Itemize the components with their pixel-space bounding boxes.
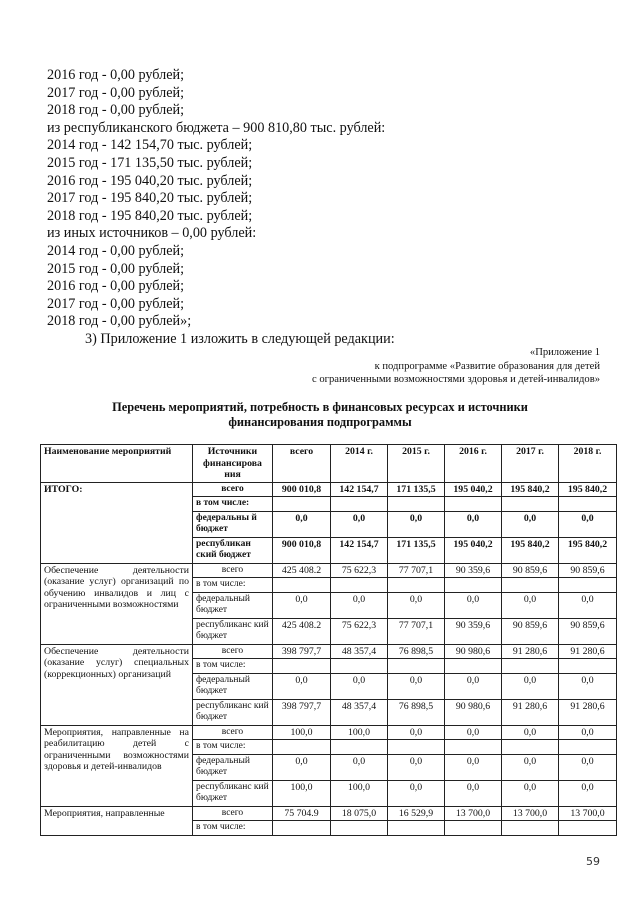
value-cell: 0,0 [388, 780, 445, 806]
source-cell: всего [193, 644, 273, 659]
value-cell: 0,0 [559, 780, 617, 806]
source-cell: в том числе: [193, 821, 273, 836]
value-cell: 0,0 [331, 754, 388, 780]
value-cell [388, 659, 445, 674]
appendix-caption [312, 346, 600, 387]
value-cell: 195 840,2 [502, 537, 559, 563]
value-cell [331, 578, 388, 593]
activity-name-cell: Мероприятия, направленные [41, 806, 193, 835]
source-cell: федеральный бюджет [193, 673, 273, 699]
body-line: 2016 год - 0,00 рублей; [47, 67, 185, 83]
value-cell: 398 797,7 [273, 644, 331, 659]
value-cell: 195 040,2 [445, 482, 502, 497]
body-line: 2018 год - 195 840,20 тыс. рублей; [47, 207, 253, 224]
source-cell: в том числе: [193, 497, 273, 512]
table-heading [40, 400, 600, 430]
source-cell: федеральный бюджет [193, 592, 273, 618]
value-cell: 77 707,1 [388, 563, 445, 578]
value-cell: 16 529,9 [388, 806, 445, 821]
value-cell: 0,0 [502, 725, 559, 740]
value-cell: 195 840,2 [502, 482, 559, 497]
appendix-line: «Приложение 1 [529, 347, 600, 358]
value-cell: 100,0 [273, 725, 331, 740]
source-cell: республикан ский бюджет [193, 537, 273, 563]
value-cell: 13 700,0 [559, 806, 617, 821]
appendix-line: с ограниченными возможностями здоровья и детей-инвалидов» [312, 374, 600, 386]
value-cell [388, 497, 445, 512]
value-cell: 75 622,3 [331, 563, 388, 578]
value-cell [331, 659, 388, 674]
value-cell: 100,0 [331, 725, 388, 740]
value-cell: 0,0 [388, 511, 445, 537]
value-cell: 48 357,4 [331, 699, 388, 725]
value-cell: 91 280,6 [559, 644, 617, 659]
value-cell: 100,0 [273, 780, 331, 806]
table-row [41, 482, 617, 497]
header-cell: 2018 г. [559, 445, 617, 483]
value-cell: 100,0 [331, 780, 388, 806]
value-cell: 90 980,6 [445, 644, 502, 659]
value-cell: 0,0 [445, 511, 502, 537]
value-cell: 142 154,7 [331, 482, 388, 497]
value-cell: 0,0 [559, 754, 617, 780]
source-cell: республиканс кий бюджет [193, 699, 273, 725]
value-cell [502, 497, 559, 512]
value-cell [331, 497, 388, 512]
table-body [41, 482, 617, 835]
table-row [41, 563, 617, 578]
value-cell: 171 135,5 [388, 537, 445, 563]
activity-name-cell: Обеспечение деятельности (оказание услуг) специальных (коррекционных) организаций [41, 644, 193, 725]
value-cell: 0,0 [388, 754, 445, 780]
body-text [47, 67, 607, 349]
value-cell: 0,0 [388, 725, 445, 740]
appendix-line: к подпрограмме «Развитие образования для детей [374, 360, 600, 372]
activity-name-cell: Мероприятия, направленные на реабилитацию детей с ограниченными возможностями здоровья и детей-инвалидов [41, 725, 193, 806]
value-cell [445, 578, 502, 593]
source-cell: всего [193, 725, 273, 740]
financing-table [40, 444, 617, 836]
body-line: 2015 год - 171 135,50 тыс. рублей; [47, 154, 253, 171]
header-cell: 2017 г. [502, 445, 559, 483]
heading-line: Перечень мероприятий, потребность в финансовых ресурсах и источники [112, 400, 528, 414]
value-cell: 0,0 [559, 725, 617, 740]
value-cell [331, 821, 388, 836]
value-cell: 0,0 [502, 780, 559, 806]
value-cell: 900 010,8 [273, 537, 331, 563]
value-cell: 75 622,3 [331, 618, 388, 644]
value-cell: 195 840,2 [559, 537, 617, 563]
heading-line: финансирования подпрограммы [228, 415, 412, 429]
value-cell [273, 659, 331, 674]
value-cell: 0,0 [559, 673, 617, 699]
value-cell: 90 359,6 [445, 618, 502, 644]
value-cell: 0,0 [273, 673, 331, 699]
value-cell: 142 154,7 [331, 537, 388, 563]
value-cell: 90 859,6 [502, 563, 559, 578]
value-cell: 90 980,6 [445, 699, 502, 725]
value-cell [502, 659, 559, 674]
body-line: 2018 год - 0,00 рублей; [47, 102, 185, 119]
value-cell [388, 821, 445, 836]
value-cell [273, 578, 331, 593]
value-cell: 0,0 [331, 511, 388, 537]
value-cell: 0,0 [388, 592, 445, 618]
value-cell: 0,0 [502, 592, 559, 618]
header-cell: Наименование мероприятий [41, 445, 193, 483]
value-cell: 425 408.2 [273, 563, 331, 578]
value-cell: 91 280,6 [502, 699, 559, 725]
value-cell: 0,0 [445, 725, 502, 740]
body-line: 2017 год - 0,00 рублей; [47, 295, 185, 312]
value-cell [273, 497, 331, 512]
value-cell [559, 659, 617, 674]
table-row [41, 725, 617, 740]
page-number: 59 [586, 855, 600, 868]
value-cell [445, 659, 502, 674]
activity-name-cell: ИТОГО: [41, 482, 193, 563]
value-cell [331, 740, 388, 755]
source-cell: всего [193, 482, 273, 497]
body-line: 2016 год - 0,00 рублей; [47, 278, 185, 295]
value-cell [445, 497, 502, 512]
value-cell: 0,0 [445, 592, 502, 618]
value-cell: 76 898,5 [388, 699, 445, 725]
value-cell: 48 357,4 [331, 644, 388, 659]
source-cell: в том числе: [193, 578, 273, 593]
body-line: 2017 год - 195 840,20 тыс. рублей; [47, 190, 253, 207]
value-cell: 171 135,5 [388, 482, 445, 497]
value-cell: 195 840,2 [559, 482, 617, 497]
value-cell: 90 859,6 [559, 618, 617, 644]
value-cell [388, 578, 445, 593]
value-cell [559, 578, 617, 593]
source-cell: республиканс кий бюджет [193, 618, 273, 644]
value-cell: 0,0 [502, 511, 559, 537]
value-cell: 0,0 [445, 780, 502, 806]
value-cell: 425 408.2 [273, 618, 331, 644]
source-cell: в том числе: [193, 659, 273, 674]
body-line: из республиканского бюджета – 900 810,80 тыс. рублей: [47, 119, 386, 136]
table-row [41, 644, 617, 659]
header-cell: Источники финансирова ния [193, 445, 273, 483]
value-cell: 90 359,6 [445, 563, 502, 578]
value-cell: 18 075,0 [331, 806, 388, 821]
source-cell: республиканс кий бюджет [193, 780, 273, 806]
table-row [41, 806, 617, 821]
value-cell [445, 821, 502, 836]
value-cell [559, 821, 617, 836]
value-cell: 0,0 [273, 592, 331, 618]
value-cell [502, 821, 559, 836]
value-cell: 900 010,8 [273, 482, 331, 497]
value-cell: 398 797,7 [273, 699, 331, 725]
body-line: 2017 год - 0,00 рублей; [47, 84, 185, 101]
body-line: 2016 год - 195 040,20 тыс. рублей; [47, 172, 253, 189]
source-cell: федеральный бюджет [193, 754, 273, 780]
value-cell: 0,0 [559, 592, 617, 618]
value-cell [445, 740, 502, 755]
value-cell [388, 740, 445, 755]
header-cell: 2014 г. [331, 445, 388, 483]
header-cell: 2015 г. [388, 445, 445, 483]
body-line: 2014 год - 142 154,70 тыс. рублей; [47, 137, 253, 154]
value-cell: 90 859,6 [559, 563, 617, 578]
value-cell: 77 707,1 [388, 618, 445, 644]
value-cell [559, 740, 617, 755]
value-cell: 0,0 [273, 754, 331, 780]
value-cell: 91 280,6 [502, 644, 559, 659]
value-cell: 0,0 [559, 511, 617, 537]
value-cell: 75 704.9 [273, 806, 331, 821]
value-cell: 0,0 [445, 673, 502, 699]
value-cell: 195 040,2 [445, 537, 502, 563]
body-line: 2014 год - 0,00 рублей; [47, 242, 185, 259]
value-cell: 0,0 [331, 592, 388, 618]
source-cell: федеральны й бюджет [193, 511, 273, 537]
value-cell [273, 740, 331, 755]
value-cell: 0,0 [273, 511, 331, 537]
header-cell: всего [273, 445, 331, 483]
source-cell: всего [193, 563, 273, 578]
source-cell: всего [193, 806, 273, 821]
value-cell: 0,0 [502, 673, 559, 699]
value-cell [502, 740, 559, 755]
value-cell: 0,0 [502, 754, 559, 780]
table-header-row [41, 445, 617, 483]
value-cell [273, 821, 331, 836]
body-line: из иных источников – 0,00 рублей: [47, 225, 257, 242]
activity-name-cell: Обеспечение деятельности (оказание услуг) организаций по обучению инвалидов и лиц с ограниченными возможностями [41, 563, 193, 644]
value-cell: 91 280,6 [559, 699, 617, 725]
value-cell: 0,0 [331, 673, 388, 699]
source-cell: в том числе: [193, 740, 273, 755]
instruction-line: 3) Приложение 1 изложить в следующей редакции: [85, 330, 395, 347]
value-cell [559, 497, 617, 512]
value-cell [502, 578, 559, 593]
value-cell: 13 700,0 [445, 806, 502, 821]
header-cell: 2016 г. [445, 445, 502, 483]
value-cell: 13 700,0 [502, 806, 559, 821]
value-cell: 76 898,5 [388, 644, 445, 659]
body-line: 2018 год - 0,00 рублей»; [47, 313, 192, 330]
value-cell: 90 859,6 [502, 618, 559, 644]
value-cell: 0,0 [445, 754, 502, 780]
value-cell: 0,0 [388, 673, 445, 699]
body-line: 2015 год - 0,00 рублей; [47, 260, 185, 277]
